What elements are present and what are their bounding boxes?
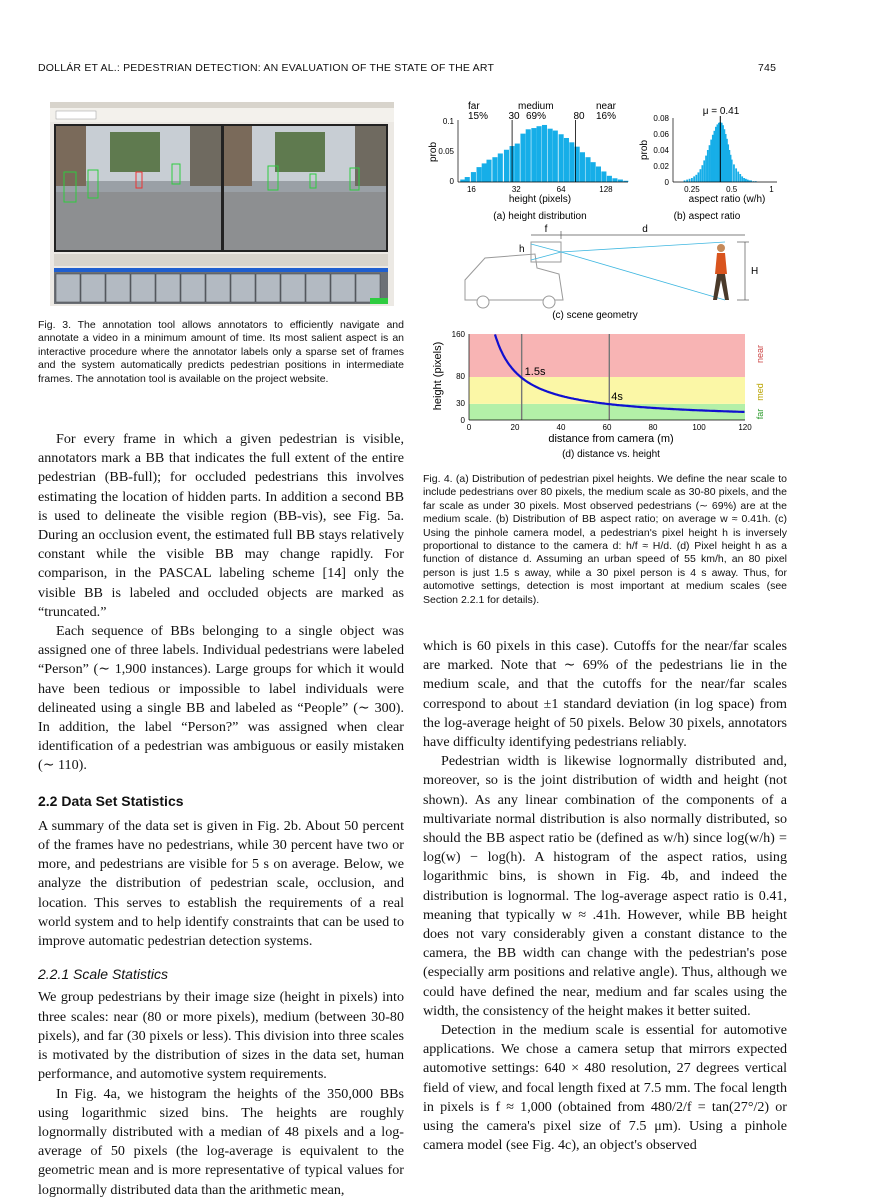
- histogram-bar: [686, 180, 688, 182]
- histogram-bar: [743, 178, 745, 182]
- ytick: 0.02: [653, 162, 669, 171]
- pedestrian-figure: [713, 244, 729, 300]
- histogram-bar: [471, 172, 476, 182]
- left-column: [38, 430, 404, 1200]
- histogram-bar: [526, 129, 531, 182]
- person-height-label: H: [751, 266, 759, 277]
- histogram-bar: [741, 176, 743, 182]
- annotation-tool-screenshot: [50, 102, 394, 306]
- histogram-bar: [536, 126, 541, 182]
- histogram-bar: [553, 131, 558, 182]
- histogram-bar: [689, 179, 691, 182]
- ytick: 0.08: [653, 114, 669, 123]
- histogram-bar: [585, 157, 590, 182]
- histogram-bar: [735, 168, 737, 182]
- near-band: [469, 334, 745, 377]
- paragraph: For every frame in which a given pedestrian is visible, annotators mark a BB that indicates the full extent of the entire pedestrian (BB-full); for occluded pedestrians this involves estimating the location of hidden parts. In addition a second BB is used to delineate the visible region (BB-vis), see Fig. 5a. During an occlusion event, the estimated full BB stays relatively constant while the visible BB may change rapidly. For comparison, in the PASCAL labeling scheme [14] only the visible BB is labeled and occluded objects are marked as “truncated.”: [38, 431, 404, 620]
- far-band-label: far: [755, 408, 765, 420]
- histogram-bar: [707, 150, 709, 182]
- panel-caption: (a) height distribution: [493, 211, 587, 222]
- histogram-bar: [618, 180, 623, 182]
- paragraph: In Fig. 4a, we histogram the heights of the 350,000 BBs using logarithmic sized bins. The heights are roughly lognormally distributed with a median of 48 pixels and a log-average of 50 pixels (the log-average is equivalent to the geometric mean and is more representative of typical values for lognormally distributed data than the arithmetic mean,: [38, 1085, 404, 1198]
- histogram-bar: [559, 134, 564, 182]
- med-band-label: med: [755, 383, 765, 401]
- histogram-bar: [542, 125, 547, 182]
- ytick: 0: [664, 178, 669, 187]
- histogram-bar: [580, 152, 585, 182]
- xtick: 80: [648, 423, 658, 432]
- histogram-bar: [710, 140, 712, 182]
- car-outline: [465, 254, 563, 300]
- histogram-bar: [460, 180, 465, 182]
- marker-label: 4s: [611, 390, 623, 403]
- xtick: 32: [511, 185, 521, 194]
- y-axis-label: prob: [639, 139, 650, 161]
- histogram-bar: [733, 164, 735, 182]
- ytick: 160: [451, 330, 465, 339]
- car-wheel: [477, 296, 489, 308]
- histogram-bar: [498, 153, 503, 182]
- ytick: 0.04: [653, 146, 669, 155]
- ytick: 0.05: [438, 147, 454, 156]
- histogram-bar: [601, 171, 606, 182]
- section-heading: 2.2 Data Set Statistics: [38, 792, 184, 809]
- xtick: 20: [510, 423, 520, 432]
- histogram-bar: [520, 134, 525, 182]
- medium-label: medium: [518, 101, 554, 112]
- histogram-bar: [731, 160, 733, 182]
- histogram-bar: [548, 129, 553, 182]
- xtick: 0.25: [684, 185, 700, 194]
- subsection-heading: 2.2.1 Scale Statistics: [38, 966, 168, 983]
- histogram-bar: [712, 135, 714, 182]
- fig4d-distance-vs-height: [425, 326, 780, 460]
- histogram-bar: [691, 178, 693, 182]
- running-header: DOLLÁR ET AL.: PEDESTRIAN DETECTION: AN EVALUATION OF THE STATE OF THE ART: [38, 62, 495, 74]
- x-axis-label: aspect ratio (w/h): [688, 194, 766, 205]
- y-axis-label: prob: [428, 141, 439, 163]
- far-label: far: [468, 101, 480, 112]
- histogram-bar: [705, 156, 707, 182]
- histogram-bar: [693, 176, 695, 182]
- histogram-bar: [596, 167, 601, 183]
- histogram-bar: [695, 175, 697, 182]
- far-pct: 15%: [468, 111, 489, 122]
- x-axis-label: distance from camera (m): [548, 433, 674, 445]
- paragraph: Each sequence of BBs belonging to a single object was assigned one of three labels. Individual pedestrians were labeled “Person” (∼ 1,900 instances). Large groups for which it would have been tedious or impossible to label individuals were delineated using a single BB and labeled as “People” (∼ 300). In addition, the label “Person?” was assigned when clear identification of a pedestrian was ambiguous or easily mistaken (∼ 110).: [38, 623, 404, 774]
- xtick: 1: [769, 185, 774, 194]
- histogram-bar: [486, 160, 491, 182]
- medium-pct: 69%: [526, 111, 547, 122]
- cutoff-80-label: 80: [573, 111, 585, 122]
- near-pct: 16%: [596, 111, 617, 122]
- paragraph: which is 60 pixels in this case). Cutoffs for the near/far scales are marked. Note that ∼ 69% of the pedestrians lie in the medium scale, and that the cutoffs for the near/far scales correspond to about ±1 standard deviation (in log space) from the log-average height of 50 pixels. Below 30 pixels, annotators have difficulty identifying pedestrians reliably.: [423, 638, 787, 751]
- ytick: 0: [449, 177, 454, 186]
- fig4-caption: Fig. 4. (a) Distribution of pedestrian pixel heights. We define the near scale to include pedestrians over 80 pixels, the medium scale as 30-80 pixels, and the far scale as under 30 pixels. Most observed pedestrians (∼ 69%) are at the medium scale. (b) Distribution of BB aspect ratio; on average w ≈ 0.41h. (c) Using the pinhole camera model, a pedestrian's pixel height h is inversely proportional to distance to the camera d: h/f ≈ H/d. (d) Pixel height h as a function of distance d. Assuming an urban speed of 55 km/h, an 80 pixel person is just 1.5 s away, while a 30 pixel person is 4 s away. Thus, for automotive settings, detection is most important at medium scales (see Section 2.2.1 for details).: [423, 473, 787, 606]
- near-band-label: near: [755, 344, 765, 364]
- paragraph: A summary of the data set is given in Fig. 2b. About 50 percent of the frames have no pedestrians, while 30 percent have two or more, and pedestrians are visible for 5 s on average. Below, we analyze the distribution of pedestrian scale, occlusion, and location. This serves to establish the requirements of a real world system and to help identify constraints that can be used to improve automatic pedestrian detection systems.: [38, 817, 404, 950]
- xtick: 40: [556, 423, 566, 432]
- med-band: [469, 377, 745, 404]
- histogram-bar: [482, 163, 487, 182]
- xtick: 128: [599, 185, 613, 194]
- xtick: 60: [602, 423, 612, 432]
- fig4c-scene-geometry: [455, 222, 775, 324]
- histogram-bar: [607, 176, 612, 182]
- y-axis-label: height (pixels): [432, 341, 444, 411]
- histogram-bar: [713, 131, 715, 182]
- histogram-bar: [477, 167, 482, 182]
- histogram-bar: [531, 128, 536, 182]
- histogram-bar: [739, 174, 741, 182]
- paragraph: Detection in the medium scale is essential for automotive applications. We chose a camera setup that mirrors expected automotive settings: 640 × 480 resolution, 27 degrees vertical field of view, and focal length fixed at 7.5 mm. The focal length in pixels is f ≈ 1,000 (obtained from 480/2/f = tan(27°/2) or using the camera's pixel size of 7.5 μm). Using a pinhole camera model (see Fig. 4c), an object's observed: [423, 1022, 787, 1154]
- fig4b-aspect-histogram: [635, 98, 785, 226]
- histogram-bar: [709, 145, 711, 182]
- panel-caption: (b) aspect ratio: [673, 211, 741, 222]
- histogram-bar: [737, 172, 739, 182]
- panel-caption: (d) distance vs. height: [562, 449, 660, 460]
- histogram-bar: [569, 142, 574, 182]
- histogram-bar: [465, 177, 470, 182]
- xtick: 120: [738, 423, 752, 432]
- fig4a-height-histogram: [422, 98, 632, 226]
- focal-length-label: f: [544, 224, 548, 235]
- ytick: 0.06: [653, 130, 669, 139]
- x-axis-label: height (pixels): [508, 194, 572, 205]
- far-band: [469, 404, 745, 420]
- histogram-bar: [504, 150, 509, 182]
- histogram-bar: [700, 169, 702, 182]
- xtick: 0: [466, 423, 472, 432]
- histogram-bar: [492, 157, 497, 182]
- histogram-bar: [697, 172, 699, 182]
- histogram-bar: [703, 160, 705, 182]
- histogram-bar: [747, 180, 749, 182]
- panel-caption: (c) scene geometry: [552, 310, 638, 321]
- ytick: 0: [460, 416, 465, 425]
- mean-label: μ = 0.41: [702, 106, 740, 117]
- histogram-bar: [612, 178, 617, 182]
- histogram-bar: [515, 144, 520, 182]
- histogram-bar: [745, 179, 747, 182]
- marker-label: 1.5s: [524, 366, 546, 378]
- xtick: 16: [466, 185, 476, 194]
- near-label: near: [596, 101, 617, 112]
- page-number: 745: [758, 62, 777, 74]
- ytick: 80: [456, 372, 465, 381]
- image-height-label: h: [519, 244, 525, 255]
- histogram-bar: [591, 162, 596, 182]
- ytick: 30: [456, 399, 465, 408]
- ytick: 0.1: [442, 117, 454, 126]
- xtick: 64: [556, 185, 566, 194]
- right-column: [423, 637, 787, 1155]
- cutoff-30-label: 30: [508, 111, 520, 122]
- xtick: 100: [692, 423, 706, 432]
- fig3-caption: Fig. 3. The annotation tool allows annotators to efficiently navigate and annotate a video in a minimum amount of time. Its most salient aspect is an interactive procedure where the annotator labels only a sparse set of frames and the system automatically predicts pedestrian positions in intermediate frames. The annotation tool is available on the project website.: [38, 319, 404, 385]
- car-wheel: [543, 296, 555, 308]
- histogram-bar: [701, 165, 703, 182]
- xtick: 0.5: [726, 185, 738, 194]
- paragraph: Pedestrian width is likewise lognormally distributed and, moreover, so is the joint distribution of width and height (not shown). As any linear combination of the components of a multivariate normal distribution is also normally distributed, so should the BB aspect ratio be (defined as w/h) since log(w/h) = log(w) − log(h). A histogram of the aspect ratios, using logarithmic bins, is shown in Fig. 4b, and indeed the distribution is lognormal. The log-average aspect ratio is 0.41, meaning that typically w ≈ .41h. However, while BB height does not vary considerably given a constant distance to the camera, the BB width can change with the pedestrian's pose (especially arm positions and relative angle). Thus, although we could have defined the near, medium and far scales using the width, the consistency of the height makes it better suited.: [423, 753, 787, 1019]
- histogram-bar: [564, 138, 569, 182]
- distance-label: d: [642, 224, 648, 235]
- paragraph: We group pedestrians by their image size (height in pixels) into three scales: near (80 or more pixels), medium (between 30-80 pixels), and far (30 pixels or less). This division into three scales is motivated by the distribution of sizes in the data set, human performance, and automotive system requirements.: [38, 989, 404, 1083]
